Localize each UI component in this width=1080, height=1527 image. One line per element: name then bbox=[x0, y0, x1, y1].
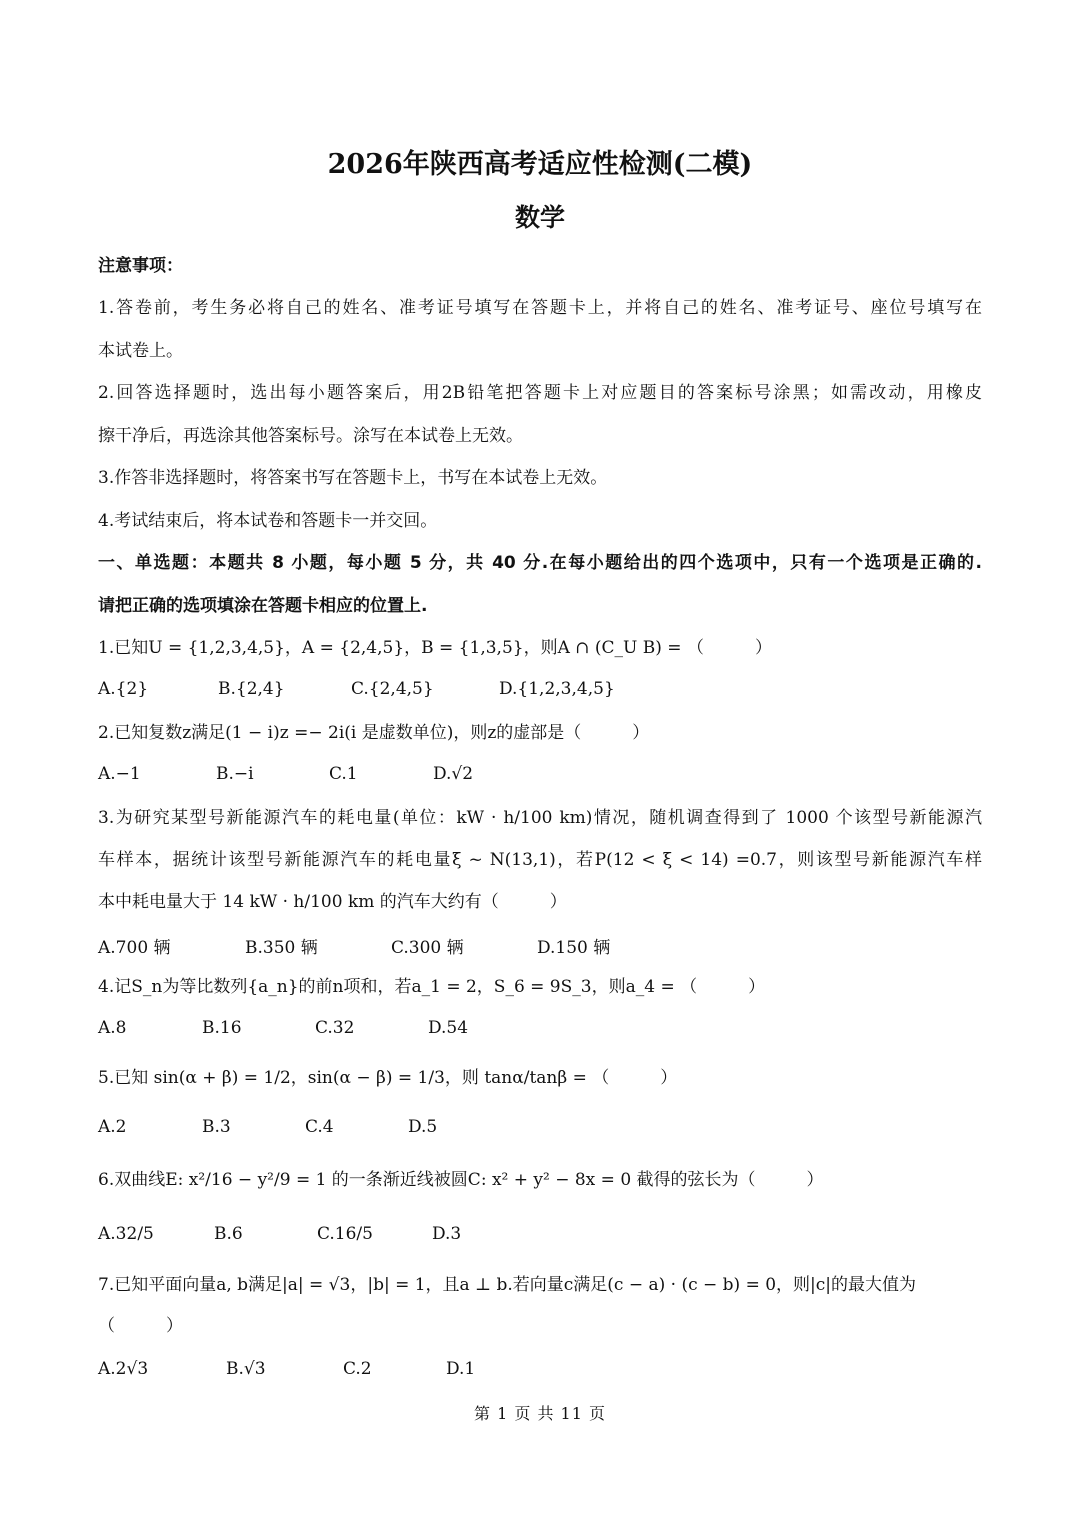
notice-item-1b: 本试卷上。 bbox=[98, 341, 183, 361]
notice-heading: 注意事项： bbox=[98, 256, 183, 276]
question-3-stem-line1: 3.为研究某型号新能源汽车的耗电量(单位：kW · h/100 km)情况，随机调查得到了 1000 个该型号新能源汽 bbox=[98, 808, 982, 828]
section-heading-line2: 请把正确的选项填涂在答题卡相应的位置上. bbox=[98, 596, 428, 616]
question-2-option-d: D.√2 bbox=[433, 764, 474, 784]
page-footer: 第 1 页 共 11 页 bbox=[474, 1404, 606, 1423]
question-1-option-d: D.{1,2,3,4,5} bbox=[499, 679, 615, 699]
question-4-option-d: D.54 bbox=[428, 1018, 469, 1038]
question-3-option-c: C.300 辆 bbox=[391, 938, 464, 958]
question-6-stem: 6.双曲线E: x²/16 − y²/9 = 1 的一条渐近线被圆C: x² + y² − 8x = 0 截得的弦长为（ ） bbox=[98, 1170, 824, 1190]
question-6-option-b: B.6 bbox=[214, 1224, 243, 1244]
subject-title: 数学 bbox=[514, 203, 565, 232]
question-6-options bbox=[98, 1224, 982, 1280]
question-4-stem: 4.记S_n为等比数列{a_n}的前n项和，若a_1 = 2，S_6 = 9S_3，则a_4 = （ ） bbox=[98, 977, 766, 997]
question-7-option-d: D.1 bbox=[446, 1359, 476, 1379]
notice-item-2a: 2.回答选择题时，选出每小题答案后，用2B铅笔把答题卡上对应题目的答案标号涂黑；如需改动，用橡皮 bbox=[98, 383, 982, 403]
question-6-option-a: A.32/5 bbox=[98, 1224, 154, 1244]
question-4-option-a: A.8 bbox=[98, 1018, 127, 1038]
question-2-stem: 2.已知复数z满足(1 − i)z =− 2i(i 是虚数单位)，则z的虚部是（ ） bbox=[98, 723, 650, 743]
question-1-stem: 1.已知U = {1,2,3,4,5}，A = {2,4,5}，B = {1,3,5}，则A ∩ (C_U B) = （ ） bbox=[98, 638, 772, 658]
question-5-option-d: D.5 bbox=[408, 1117, 438, 1137]
question-7-option-a: A.2√3 bbox=[98, 1359, 149, 1379]
question-2-option-b: B.−i bbox=[216, 764, 254, 784]
question-2-option-a: A.−1 bbox=[98, 764, 141, 784]
question-1-option-b: B.{2,4} bbox=[218, 679, 285, 699]
question-7-stem-line1: 7.已知平面向量a, b满足|a| = √3，|b| = 1，且a ⊥ b.若向量c满足(c − a) · (c − b) = 0，则|c|的最大值为 bbox=[98, 1275, 917, 1295]
question-3-option-b: B.350 辆 bbox=[245, 938, 318, 958]
question-5-stem: 5.已知 sin(α + β) = 1/2，sin(α − β) = 1/3，则 tanα/tanβ = （ ） bbox=[98, 1068, 678, 1088]
question-3-option-d: D.150 辆 bbox=[537, 938, 611, 958]
notice-item-3: 3.作答非选择题时，将答案书写在答题卡上，书写在本试卷上无效。 bbox=[98, 468, 608, 488]
question-3-stem-line2: 车样本，据统计该型号新能源汽车的耗电量ξ ~ N(13,1)，若P(12 < ξ < 14) =0.7，则该型号新能源汽车样 bbox=[98, 850, 982, 870]
question-4-option-b: B.16 bbox=[202, 1018, 242, 1038]
question-4-option-c: C.32 bbox=[315, 1018, 355, 1038]
question-7-stem-line2: （ ） bbox=[98, 1316, 183, 1336]
question-6-option-d: D.3 bbox=[432, 1224, 462, 1244]
section-heading-line1: 一、单选题：本题共 8 小题，每小题 5 分，共 40 分.在每小题给出的四个选项中，只有一个选项是正确的. bbox=[98, 553, 982, 573]
question-1-option-c: C.{2,4,5} bbox=[351, 679, 434, 699]
question-2-option-c: C.1 bbox=[329, 764, 358, 784]
notice-item-1a: 1.答卷前，考生务必将自己的姓名、准考证号填写在答题卡上，并将自己的姓名、准考证号、座位号填写在 bbox=[98, 298, 982, 318]
exam-title: 2026年陕西高考适应性检测(二模) bbox=[327, 149, 753, 180]
notice-item-2b: 擦干净后，再选涂其他答案标号。涂写在本试卷上无效。 bbox=[98, 426, 523, 446]
question-1-option-a: A.{2} bbox=[98, 679, 149, 699]
question-7-option-c: C.2 bbox=[343, 1359, 372, 1379]
notice-item-4: 4.考试结束后，将本试卷和答题卡一并交回。 bbox=[98, 511, 438, 531]
question-6-option-c: C.16/5 bbox=[317, 1224, 373, 1244]
question-7-option-b: B.√3 bbox=[226, 1359, 266, 1379]
question-5-option-a: A.2 bbox=[98, 1117, 127, 1137]
question-3-stem-line3: 本中耗电量大于 14 kW · h/100 km 的汽车大约有（ ） bbox=[98, 892, 567, 912]
question-5-options bbox=[98, 1117, 982, 1173]
question-5-option-c: C.4 bbox=[305, 1117, 334, 1137]
question-3-option-a: A.700 辆 bbox=[98, 938, 171, 958]
question-5-option-b: B.3 bbox=[202, 1117, 231, 1137]
